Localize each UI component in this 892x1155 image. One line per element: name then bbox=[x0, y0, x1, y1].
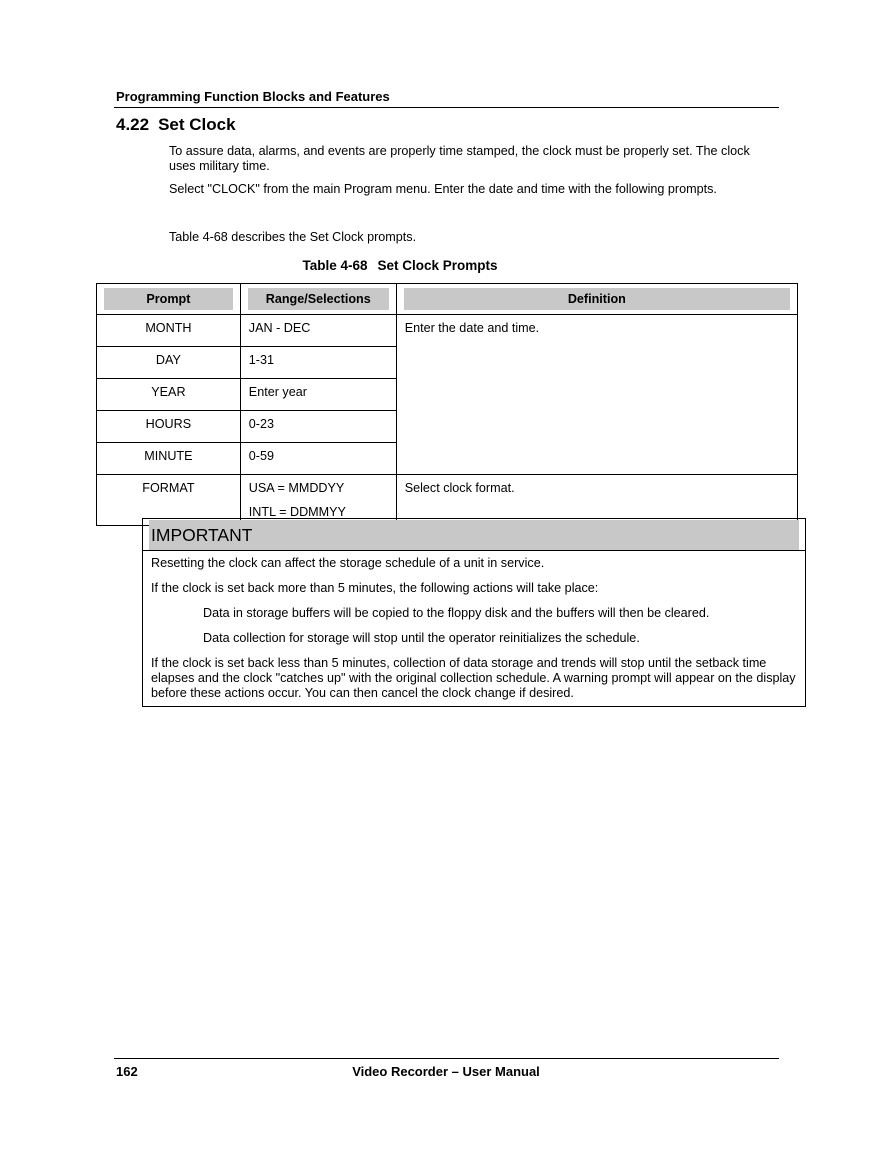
column-header-range: Range/Selections bbox=[240, 284, 396, 315]
prompt-cell: YEAR bbox=[97, 379, 241, 411]
prompt-cell: HOURS bbox=[97, 411, 241, 443]
header-rule bbox=[114, 107, 779, 108]
range-cell: 0-59 bbox=[240, 443, 396, 475]
prompt-cell: MONTH bbox=[97, 315, 241, 347]
instruction-paragraph: Select "CLOCK" from the main Program menu. Enter the date and time with the following prompts. bbox=[169, 182, 717, 196]
important-indented-paragraph: Data in storage buffers will be copied to the floppy disk and the buffers will then be cleared. bbox=[203, 606, 710, 620]
important-paragraph: If the clock is set back less than 5 minutes, collection of data storage and trends will stop until the setback time elapses and the clock "catches up" with the original collection schedule. A warning prompt will appear on the display before these actions occur. You can then cancel the clock change if desired. bbox=[151, 656, 796, 700]
important-paragraph: If the clock is set back more than 5 minutes, the following actions will take place: bbox=[151, 581, 599, 595]
prompt-cell: FORMAT bbox=[97, 475, 241, 526]
table-header-row bbox=[97, 284, 798, 315]
table-caption-number: Table 4-68 bbox=[302, 258, 368, 273]
definition-cell: Select clock format. bbox=[396, 475, 797, 526]
section-title-text: Set Clock bbox=[158, 115, 236, 134]
range-cell: Enter year bbox=[240, 379, 396, 411]
range-line-usa: USA = MMDDYY bbox=[248, 481, 345, 495]
footer-title: Video Recorder – User Manual bbox=[352, 1064, 540, 1079]
set-clock-table bbox=[96, 283, 798, 526]
important-box bbox=[142, 518, 806, 707]
table-reference-paragraph: Table 4-68 describes the Set Clock prompts. bbox=[169, 230, 417, 244]
page-number: 162 bbox=[116, 1064, 138, 1079]
table-caption bbox=[0, 258, 800, 273]
section-number: 4.22 bbox=[116, 115, 150, 134]
column-header-definition: Definition bbox=[396, 284, 797, 315]
important-divider bbox=[143, 550, 805, 551]
range-line-intl: INTL = DDMMYY bbox=[248, 505, 346, 519]
running-header: Programming Function Blocks and Features bbox=[116, 89, 390, 104]
column-header-prompt: Prompt bbox=[97, 284, 241, 315]
intro-paragraph: To assure data, alarms, and events are properly time stamped, the clock must be properly set. The clock uses military time. bbox=[169, 144, 750, 173]
table-row bbox=[97, 315, 798, 347]
range-cell: JAN - DEC bbox=[240, 315, 396, 347]
prompt-cell: DAY bbox=[97, 347, 241, 379]
section-title bbox=[116, 115, 236, 135]
definition-cell: Enter the date and time. bbox=[396, 315, 797, 475]
footer-rule bbox=[114, 1058, 779, 1059]
prompt-cell: MINUTE bbox=[97, 443, 241, 475]
range-cell: 0-23 bbox=[240, 411, 396, 443]
important-heading: IMPORTANT bbox=[149, 520, 799, 550]
range-cell: 1-31 bbox=[240, 347, 396, 379]
important-paragraph: Resetting the clock can affect the storage schedule of a unit in service. bbox=[151, 556, 545, 570]
table-caption-title: Set Clock Prompts bbox=[377, 258, 498, 273]
important-indented-paragraph: Data collection for storage will stop until the operator reinitializes the schedule. bbox=[203, 631, 640, 645]
